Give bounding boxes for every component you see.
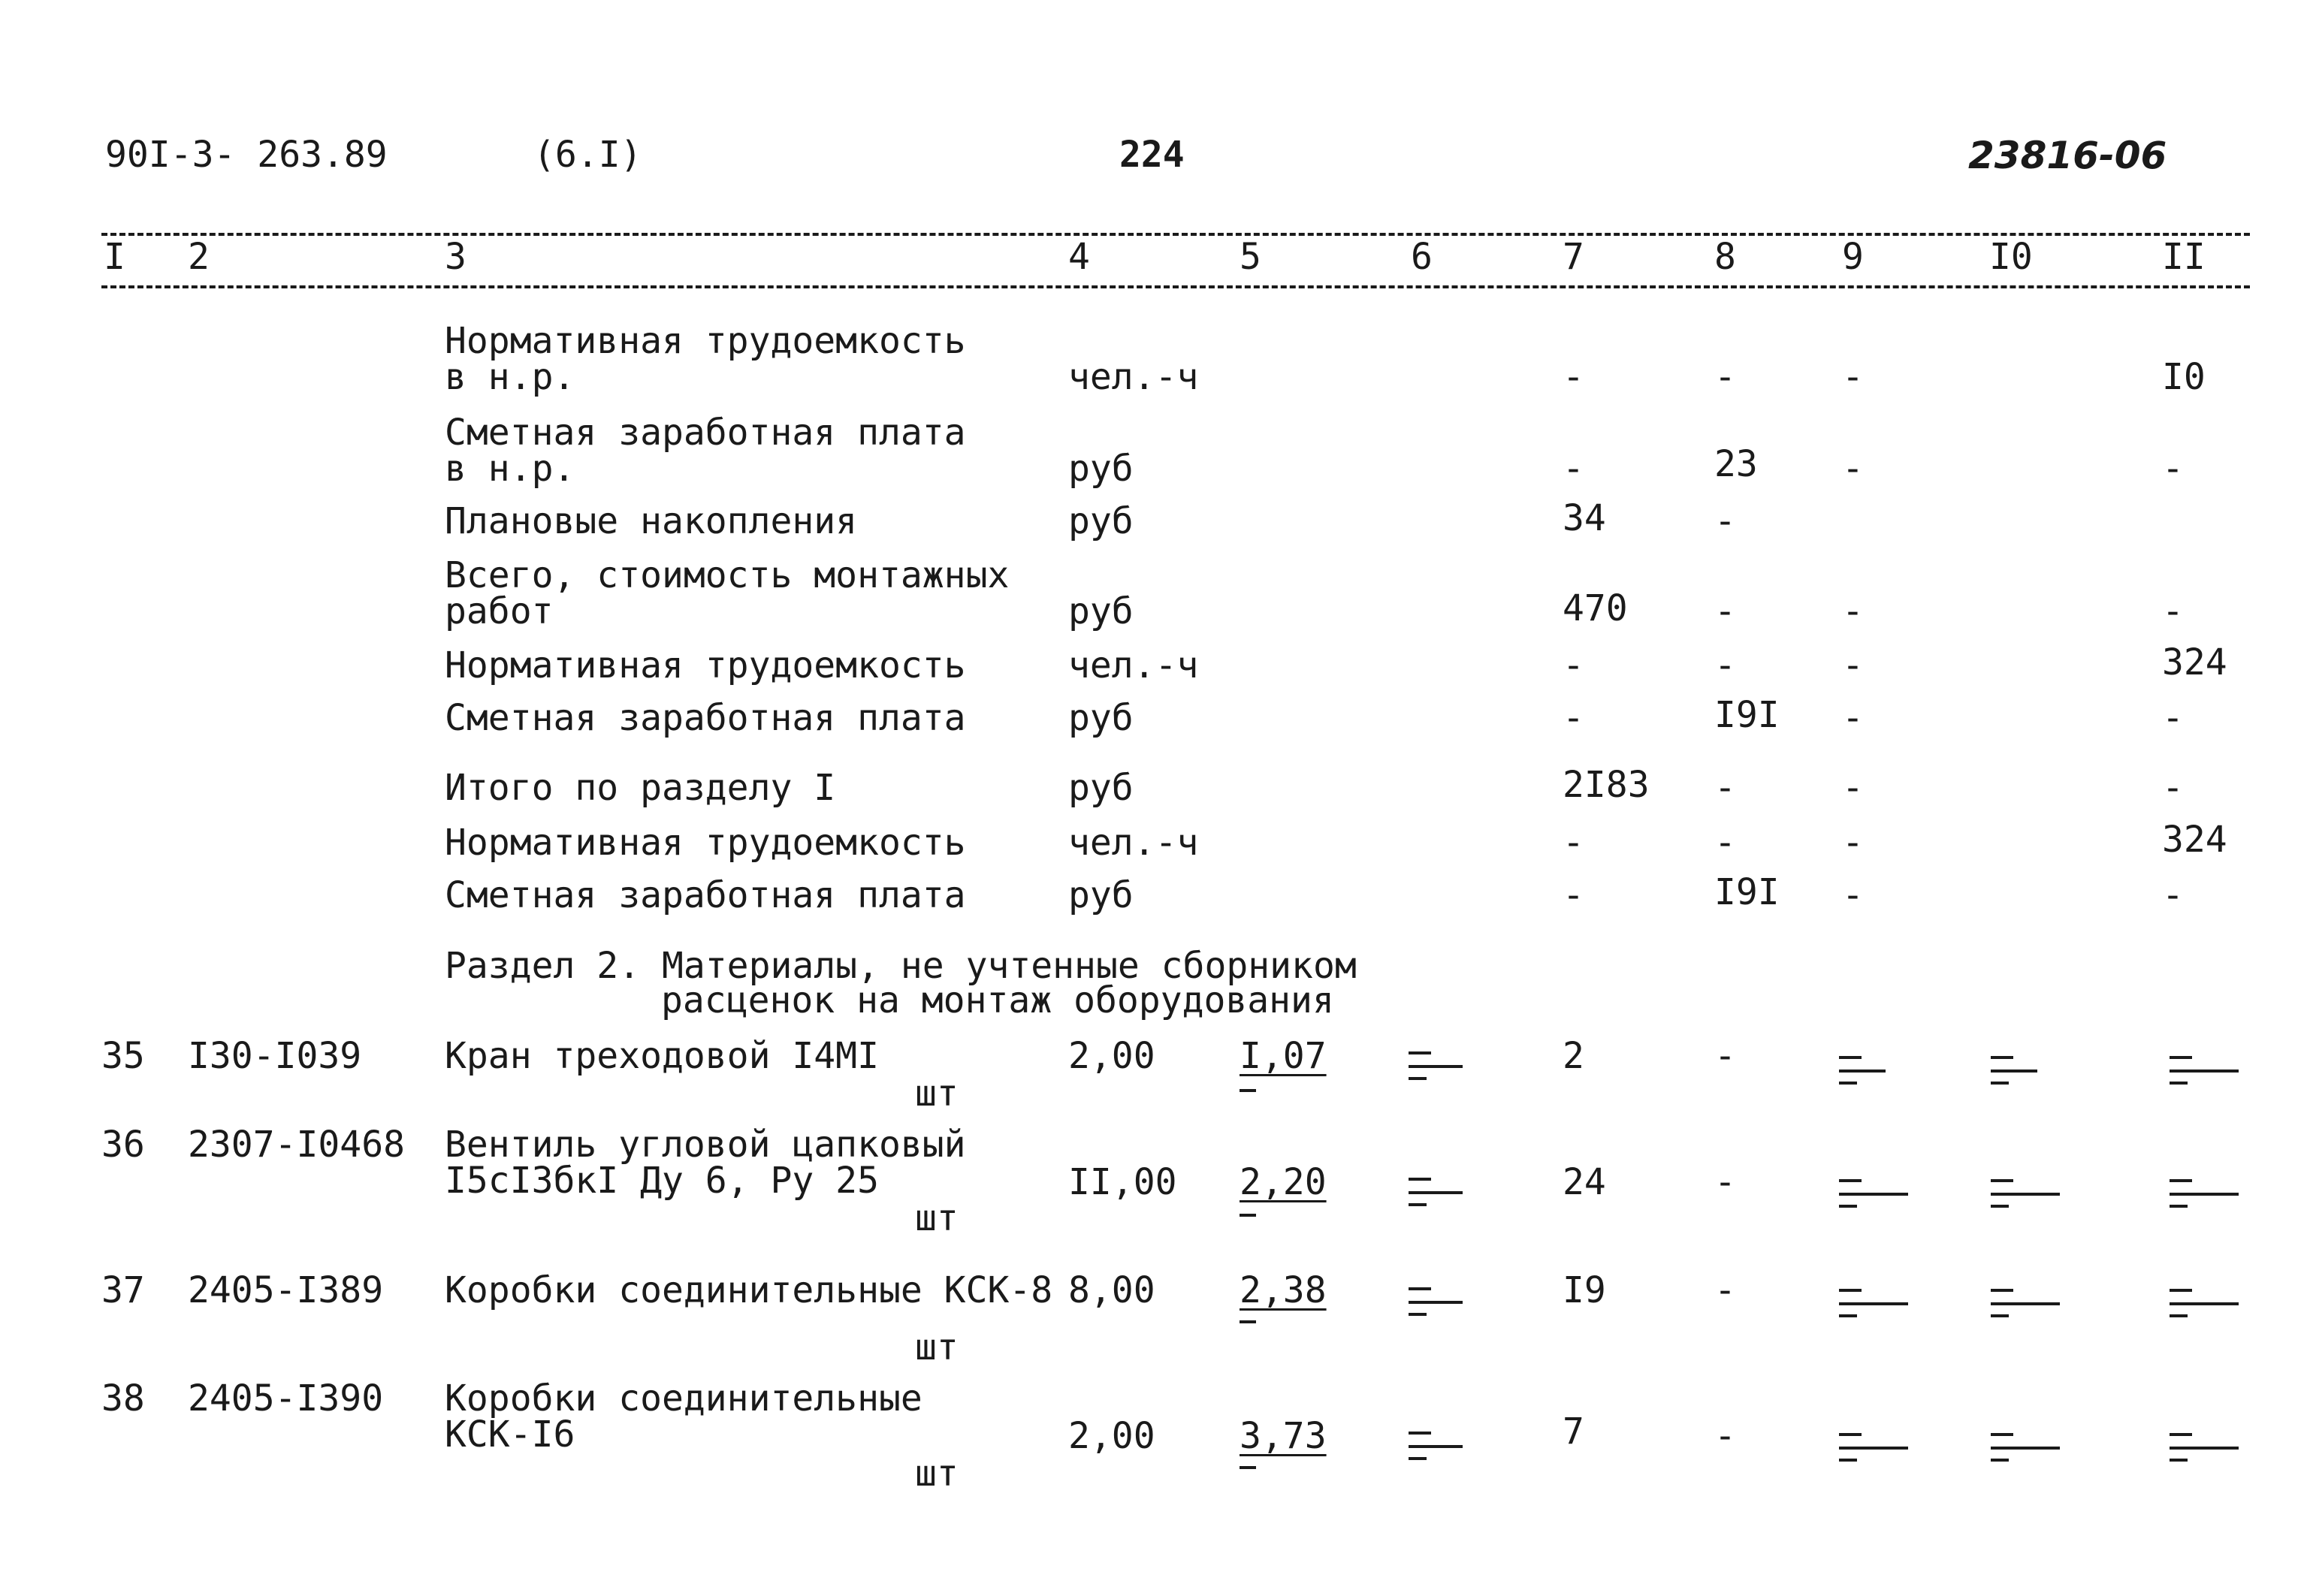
summary-col7: - — [1563, 874, 1584, 916]
price-underdash — [1240, 1466, 1256, 1469]
item-unit: шт — [915, 1197, 959, 1239]
summary-col9: - — [1842, 644, 1864, 686]
item-col8: - — [1714, 1035, 1736, 1077]
item-code: 2405-I389 — [188, 1269, 384, 1311]
item-number: 37 — [101, 1269, 145, 1311]
summary-label: Всего, стоимость монтажных — [445, 554, 1010, 596]
table-header-rule — [101, 285, 2250, 288]
item-unit: шт — [915, 1326, 959, 1368]
item-total: I9 — [1563, 1269, 1606, 1311]
summary-col7: 34 — [1563, 497, 1606, 539]
col-header-11: II — [2162, 236, 2206, 278]
summary-label: Нормативная трудоемкость — [445, 822, 966, 864]
summary-col11: - — [2162, 767, 2184, 809]
summary-col8: - — [1714, 767, 1736, 809]
col-header-3: 3 — [445, 236, 467, 278]
summary-col11: 324 — [2162, 641, 2227, 683]
summary-unit: руб — [1068, 767, 1134, 809]
col9-mark — [1839, 1048, 1886, 1094]
item-code: 2405-I390 — [188, 1377, 384, 1420]
item-unit: шт — [915, 1073, 959, 1115]
summary-col7: - — [1563, 644, 1584, 686]
col-header-6: 6 — [1411, 236, 1433, 278]
item-number: 38 — [101, 1377, 145, 1420]
summary-col11: - — [2162, 874, 2184, 916]
price-underdash — [1240, 1320, 1256, 1323]
col-header-1: I — [104, 236, 125, 278]
summary-col8: - — [1714, 500, 1736, 542]
summary-col7: - — [1563, 356, 1584, 398]
item-total: 7 — [1563, 1410, 1584, 1453]
summary-col7: - — [1563, 448, 1584, 490]
section-number: (6.I) — [533, 134, 642, 176]
summary-col9: - — [1842, 448, 1864, 490]
item-name-cont: I5сI3бкI Ду 6, Ру 25 — [445, 1160, 879, 1202]
col6-mark — [1409, 1044, 1463, 1089]
item-price: 2,20 — [1240, 1161, 1327, 1203]
handwritten-number: 23816-06 — [1968, 134, 2167, 177]
summary-col7: - — [1563, 697, 1584, 739]
col6-mark — [1409, 1424, 1463, 1469]
summary-col7: - — [1563, 822, 1584, 864]
summary-col9: - — [1842, 590, 1864, 632]
item-number: 35 — [101, 1035, 145, 1077]
col11-mark — [2170, 1426, 2239, 1471]
summary-col8: - — [1714, 590, 1736, 632]
summary-col8: I9I — [1714, 871, 1780, 913]
summary-unit: руб — [1068, 874, 1134, 916]
summary-col9: - — [1842, 822, 1864, 864]
summary-unit: руб — [1068, 697, 1134, 739]
col11-mark — [2170, 1281, 2239, 1326]
summary-unit: чел.-ч — [1068, 356, 1199, 398]
item-name-cont: КСК-I6 — [445, 1413, 575, 1456]
item-name: Коробки соединительные — [445, 1377, 922, 1420]
item-number: 36 — [101, 1124, 145, 1166]
item-quantity: 2,00 — [1068, 1415, 1155, 1457]
col10-mark — [1991, 1426, 2060, 1471]
col10-mark — [1991, 1048, 2037, 1094]
summary-label: Нормативная трудоемкость — [445, 644, 966, 686]
item-col8: - — [1714, 1161, 1736, 1203]
summary-unit: чел.-ч — [1068, 644, 1199, 686]
item-unit: шт — [915, 1453, 959, 1495]
col10-mark — [1991, 1281, 2060, 1326]
summary-col9: - — [1842, 697, 1864, 739]
col11-mark — [2170, 1172, 2239, 1217]
summary-col8: 23 — [1714, 443, 1758, 485]
item-price: 2,38 — [1240, 1269, 1327, 1311]
summary-col9: - — [1842, 874, 1864, 916]
summary-col11: - — [2162, 697, 2184, 739]
summary-unit: чел.-ч — [1068, 822, 1199, 864]
col9-mark — [1839, 1426, 1908, 1471]
item-price: 3,73 — [1240, 1415, 1327, 1457]
item-price: I,07 — [1240, 1035, 1327, 1077]
summary-col8: I9I — [1714, 694, 1780, 736]
section-heading: Раздел 2. Материалы, не учтенные сборником — [445, 945, 1357, 987]
col-header-4: 4 — [1068, 236, 1090, 278]
item-total: 24 — [1563, 1161, 1606, 1203]
item-quantity: 8,00 — [1068, 1269, 1155, 1311]
col6-mark — [1409, 1280, 1463, 1325]
summary-col9: - — [1842, 356, 1864, 398]
col6-mark — [1409, 1170, 1463, 1215]
col9-mark — [1839, 1281, 1908, 1326]
summary-label-cont: в н.р. — [445, 356, 575, 398]
col-header-5: 5 — [1240, 236, 1261, 278]
col-header-8: 8 — [1714, 236, 1736, 278]
summary-label: Нормативная трудоемкость — [445, 320, 966, 362]
summary-col11: - — [2162, 448, 2184, 490]
page-number: 224 — [1119, 134, 1185, 176]
price-underdash — [1240, 1089, 1256, 1092]
item-name: Коробки соединительные КСК-8 — [445, 1269, 1053, 1311]
item-col8: - — [1714, 1415, 1736, 1457]
summary-label: Плановые накопления — [445, 500, 858, 542]
section-heading-cont: расценок на монтаж оборудования — [661, 979, 1334, 1021]
col9-mark — [1839, 1172, 1908, 1217]
summary-unit: руб — [1068, 448, 1134, 490]
summary-label-cont: работ — [445, 590, 554, 632]
col-header-9: 9 — [1842, 236, 1864, 278]
section-total-col7: 2I83 — [1563, 764, 1650, 806]
item-quantity: II,00 — [1068, 1161, 1177, 1203]
col-header-2: 2 — [188, 236, 210, 278]
col10-mark — [1991, 1172, 2060, 1217]
item-code: 2307-I0468 — [188, 1124, 405, 1166]
summary-col11: - — [2162, 590, 2184, 632]
item-col8: - — [1714, 1269, 1736, 1311]
item-total: 2 — [1563, 1035, 1584, 1077]
summary-col9: - — [1842, 767, 1864, 809]
summary-col8: - — [1714, 822, 1736, 864]
summary-label: Сметная заработная плата — [445, 412, 966, 454]
summary-label: Сметная заработная плата — [445, 697, 966, 739]
item-quantity: 2,00 — [1068, 1035, 1155, 1077]
summary-unit: руб — [1068, 500, 1134, 542]
summary-col8: - — [1714, 644, 1736, 686]
price-underdash — [1240, 1214, 1256, 1217]
document-code: 90I-3- 263.89 — [105, 134, 388, 176]
summary-label: Сметная заработная плата — [445, 874, 966, 916]
col-header-10: I0 — [1989, 236, 2033, 278]
summary-col8: - — [1714, 356, 1736, 398]
table-top-rule — [101, 233, 2250, 236]
col-header-7: 7 — [1563, 236, 1584, 278]
summary-col7: 470 — [1563, 587, 1628, 629]
item-name: Вентиль угловой цапковый — [445, 1124, 966, 1166]
section-total-label: Итого по разделу I — [445, 767, 836, 809]
item-code: I30-I039 — [188, 1035, 362, 1077]
summary-col11: 324 — [2162, 819, 2227, 861]
summary-col11: I0 — [2162, 356, 2206, 398]
item-name: Кран треходовой I4МI — [445, 1035, 879, 1077]
col11-mark — [2170, 1048, 2239, 1094]
summary-label-cont: в н.р. — [445, 448, 575, 490]
summary-unit: руб — [1068, 590, 1134, 632]
